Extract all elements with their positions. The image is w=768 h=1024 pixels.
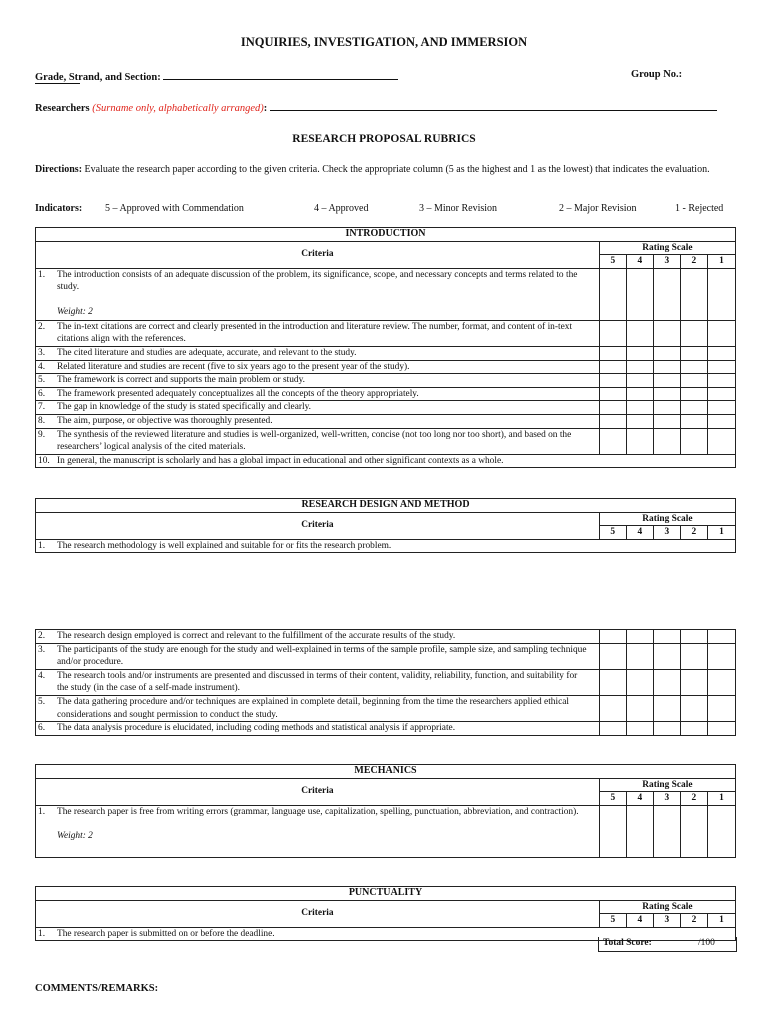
rating-cell[interactable] — [707, 722, 735, 736]
rating-cell[interactable] — [626, 320, 653, 346]
rating-cell[interactable] — [653, 401, 680, 415]
item-text: The research tools and/or instruments are presented and discussed in terms of their content, validity, reliability, function, and suitability for the study (in the case of a self-made instrument). — [57, 670, 578, 694]
rating-cell[interactable] — [680, 669, 707, 695]
rating-cell[interactable] — [599, 268, 626, 320]
rating-cell[interactable] — [653, 320, 680, 346]
scale-5: 5 — [599, 255, 626, 269]
rating-cell[interactable] — [707, 374, 735, 388]
rating-cell[interactable] — [653, 643, 680, 669]
item-text: The framework presented adequately conceptualizes all the concepts of the theory appropriately. — [57, 388, 419, 399]
scale-4: 4 — [626, 255, 653, 269]
item-text: The research paper is submitted on or before the deadline. — [57, 928, 275, 939]
rating-cell[interactable] — [599, 320, 626, 346]
item-number: 6. — [38, 723, 46, 734]
rating-cell[interactable] — [626, 643, 653, 669]
rating-cell[interactable] — [680, 320, 707, 346]
rating-cell[interactable] — [680, 387, 707, 401]
researchers-row — [35, 100, 717, 114]
rating-cell[interactable] — [599, 374, 626, 388]
criteria-header: Criteria — [36, 512, 600, 539]
item-number: 3. — [38, 644, 46, 655]
item-number: 2. — [38, 321, 46, 332]
item-text: The data analysis procedure is elucidated, including coding methods and statistical analysis if appropriate. — [57, 723, 456, 734]
total-score-box — [598, 937, 737, 952]
directions — [35, 162, 735, 177]
rating-cell[interactable] — [680, 346, 707, 360]
rubric-title: RESEARCH PROPOSAL RUBRICS — [292, 133, 476, 145]
rating-cell[interactable] — [707, 346, 735, 360]
item-number: 3. — [38, 347, 46, 358]
rating-cell[interactable] — [653, 346, 680, 360]
item-number: 9. — [38, 429, 46, 440]
item-text: The research design employed is correct and relevant to the fulfillment of the accurate results of the study. — [57, 631, 456, 641]
researchers-input-line[interactable] — [270, 100, 717, 111]
punctuality-table — [35, 886, 736, 941]
rating-cell[interactable] — [599, 414, 626, 428]
indicators-label: Indicators: — [35, 203, 83, 214]
rating-cell[interactable] — [680, 374, 707, 388]
scale-5: 5 — [599, 526, 626, 540]
rating-cell[interactable] — [599, 428, 626, 454]
table-row — [36, 539, 736, 553]
document-title: INQUIRIES, INVESTIGATION, AND IMMERSION — [240, 35, 528, 49]
item-number: 6. — [38, 388, 46, 399]
scale-5: 5 — [599, 792, 626, 806]
table-row — [36, 669, 736, 695]
item-number: 1. — [38, 269, 46, 280]
rating-scale-header: Rating Scale — [599, 241, 735, 255]
grade-input-line[interactable] — [163, 69, 398, 80]
item-weight: Weight: 2 — [57, 306, 93, 317]
rating-cell[interactable] — [680, 643, 707, 669]
rating-cell[interactable] — [707, 360, 735, 374]
table-row — [36, 414, 736, 428]
rating-cell[interactable] — [599, 630, 626, 644]
total-score-value: /100 — [698, 938, 715, 948]
item-number: 5. — [38, 375, 46, 386]
scale-3: 3 — [653, 792, 680, 806]
rating-cell[interactable] — [707, 428, 735, 454]
introduction-table — [35, 227, 736, 468]
item-text: The aim, purpose, or objective was thoroughly presented. — [57, 415, 273, 426]
item-number: 4. — [38, 361, 46, 372]
researchers-note: (Surname only, alphabetically arranged) — [92, 103, 264, 114]
rating-cell[interactable] — [680, 414, 707, 428]
rating-cell[interactable] — [707, 268, 735, 320]
rating-scale-header: Rating Scale — [599, 778, 735, 792]
table-row — [36, 630, 736, 644]
rating-cell[interactable] — [680, 360, 707, 374]
rating-cell[interactable] — [707, 643, 735, 669]
rating-cell[interactable] — [653, 722, 680, 736]
design-table-continued — [35, 629, 736, 736]
item-text: In general, the manuscript is scholarly and has a global impact in educational and other significant contexts as a whole. — [57, 455, 504, 466]
rating-cell[interactable] — [653, 414, 680, 428]
rating-cell[interactable] — [680, 695, 707, 721]
grade-label: Grade, Strand, and Section: — [35, 72, 161, 83]
rating-cell[interactable] — [626, 695, 653, 721]
mechanics-table — [35, 764, 736, 858]
comments-label: COMMENTS/REMARKS: — [35, 983, 159, 994]
indicator-2: 2 – Major Revision — [559, 203, 637, 214]
researchers-label: Researchers — [35, 103, 90, 114]
directions-text: Evaluate the research paper according to the given criteria. Check the appropriate column (5 as the highest and 1 as the lowest) that indicates the evaluation. — [82, 164, 710, 175]
group-label: Group No.: — [631, 69, 683, 80]
table-row — [36, 722, 736, 736]
rating-cell[interactable] — [653, 669, 680, 695]
indicator-3: 3 – Minor Revision — [419, 203, 498, 214]
item-text: Related literature and studies are recent (five to six years ago to the present year of the study). — [57, 361, 410, 372]
scale-4: 4 — [626, 792, 653, 806]
scale-4: 4 — [626, 526, 653, 540]
rating-cell[interactable] — [599, 695, 626, 721]
scale-2: 2 — [680, 255, 707, 269]
rating-cell[interactable] — [680, 805, 707, 857]
item-number: 4. — [38, 670, 46, 681]
scale-4: 4 — [626, 914, 653, 928]
scale-2: 2 — [680, 526, 707, 540]
table-row — [36, 268, 736, 320]
rating-cell[interactable] — [680, 722, 707, 736]
group-row — [631, 69, 682, 80]
table-row — [36, 387, 736, 401]
item-text: The research paper is free from writing errors (grammar, language use, capitalization, spelling, punctuation, abbreviation, and contraction). — [57, 806, 579, 817]
item-text: The synthesis of the reviewed literature and studies is well-organized, well-written, concise (not too long nor too short), and based on the researchers’ logical analysis of the cited materials. — [57, 429, 572, 453]
rating-cell[interactable] — [707, 695, 735, 721]
item-text: The participants of the study are enough for the study and well-explained in terms of the sample profile, sample size, and sampling technique and/or procedure. — [57, 644, 587, 668]
punctuality-title: PUNCTUALITY — [36, 887, 736, 901]
indicator-4: 4 – Approved — [314, 203, 369, 214]
scale-1: 1 — [707, 914, 735, 928]
rating-cell[interactable] — [599, 360, 626, 374]
rating-cell[interactable] — [599, 387, 626, 401]
item-number: 2. — [38, 631, 46, 641]
rating-cell[interactable] — [653, 268, 680, 320]
scale-2: 2 — [680, 792, 707, 806]
item-number: 1. — [38, 806, 46, 817]
item-text: The research methodology is well explained and suitable for or fits the research problem. — [57, 540, 392, 551]
rating-cell[interactable] — [653, 428, 680, 454]
table-row — [36, 695, 736, 721]
indicator-1: 1 - Rejected — [675, 203, 724, 214]
rating-cell[interactable] — [680, 268, 707, 320]
rating-cell[interactable] — [626, 630, 653, 644]
item-text: The gap in knowledge of the study is stated specifically and clearly. — [57, 402, 311, 413]
rating-cell[interactable] — [626, 722, 653, 736]
criteria-header: Criteria — [36, 900, 600, 927]
item-number: 1. — [38, 540, 46, 551]
introduction-title: INTRODUCTION — [36, 228, 736, 242]
rating-cell[interactable] — [707, 387, 735, 401]
rating-cell[interactable] — [626, 268, 653, 320]
rating-cell[interactable] — [707, 630, 735, 644]
table-row — [36, 360, 736, 374]
rating-cell[interactable] — [626, 346, 653, 360]
table-row — [36, 643, 736, 669]
rating-cell[interactable] — [653, 374, 680, 388]
rating-cell[interactable] — [653, 695, 680, 721]
design-title: RESEARCH DESIGN AND METHOD — [36, 499, 736, 513]
rating-cell[interactable] — [653, 630, 680, 644]
rating-cell[interactable] — [680, 630, 707, 644]
rating-cell[interactable] — [599, 643, 626, 669]
rating-cell[interactable] — [680, 401, 707, 415]
scale-1: 1 — [707, 255, 735, 269]
rating-cell[interactable] — [707, 401, 735, 415]
item-text: The cited literature and studies are adequate, accurate, and relevant to the study. — [57, 347, 357, 358]
table-row — [36, 320, 736, 346]
rating-cell[interactable] — [599, 722, 626, 736]
rating-cell[interactable] — [707, 805, 735, 857]
rating-cell[interactable] — [626, 414, 653, 428]
rating-cell[interactable] — [653, 360, 680, 374]
item-weight: Weight: 2 — [57, 831, 93, 842]
rating-cell[interactable] — [626, 401, 653, 415]
rating-cell[interactable] — [626, 669, 653, 695]
rating-cell[interactable] — [599, 805, 626, 857]
scale-5: 5 — [599, 914, 626, 928]
criteria-header: Criteria — [36, 241, 600, 268]
scale-3: 3 — [653, 526, 680, 540]
scale-3: 3 — [653, 255, 680, 269]
mechanics-title: MECHANICS — [36, 765, 736, 779]
rating-cell[interactable] — [599, 346, 626, 360]
scale-2: 2 — [680, 914, 707, 928]
item-number: 5. — [38, 696, 46, 707]
rating-cell[interactable] — [707, 669, 735, 695]
item-text: The data gathering procedure and/or techniques are explained in complete detail, beginning from the time the researchers applied ethical considerations and sought permission to conduct the study. — [57, 696, 570, 720]
researchers-colon: : — [263, 103, 268, 114]
group-input-line[interactable] — [35, 83, 80, 84]
indicator-5: 5 – Approved with Commendation — [105, 203, 244, 214]
rating-cell[interactable] — [653, 387, 680, 401]
scale-1: 1 — [707, 526, 735, 540]
rating-cell[interactable] — [707, 414, 735, 428]
total-score-label: Total Score: — [603, 938, 652, 948]
rating-scale-header: Rating Scale — [599, 900, 735, 914]
table-row — [36, 428, 736, 454]
scale-3: 3 — [653, 914, 680, 928]
directions-label: Directions: — [35, 164, 83, 175]
rating-cell[interactable] — [599, 401, 626, 415]
item-number: 1. — [38, 928, 46, 939]
rating-cell[interactable] — [626, 805, 653, 857]
item-text: The introduction consists of an adequate discussion of the problem, its significance, scope, and necessary concepts and terms related to the study. — [57, 269, 578, 293]
scale-1: 1 — [707, 792, 735, 806]
item-text: The in-text citations are correct and clearly presented in the introduction and literature review. The number, format, and content of in-text citations align with the references. — [57, 321, 573, 345]
rating-cell[interactable] — [707, 320, 735, 346]
design-table — [35, 498, 736, 553]
table-row — [36, 374, 736, 388]
table-row — [36, 454, 736, 468]
item-text: The framework is correct and supports the main problem or study. — [57, 375, 306, 386]
rating-scale-header: Rating Scale — [599, 512, 735, 526]
item-number: 10. — [38, 455, 50, 466]
item-number: 7. — [38, 402, 46, 413]
item-number: 8. — [38, 415, 46, 426]
rating-cell[interactable] — [626, 428, 653, 454]
criteria-header: Criteria — [36, 778, 600, 805]
rating-cell[interactable] — [653, 805, 680, 857]
table-row — [36, 346, 736, 360]
rating-cell[interactable] — [599, 669, 626, 695]
rating-cell[interactable] — [680, 428, 707, 454]
table-row — [36, 401, 736, 415]
table-row — [36, 805, 736, 857]
rating-cell[interactable] — [626, 374, 653, 388]
rating-cell[interactable] — [626, 360, 653, 374]
rating-cell[interactable] — [626, 387, 653, 401]
grade-strand-section-row — [35, 69, 398, 83]
